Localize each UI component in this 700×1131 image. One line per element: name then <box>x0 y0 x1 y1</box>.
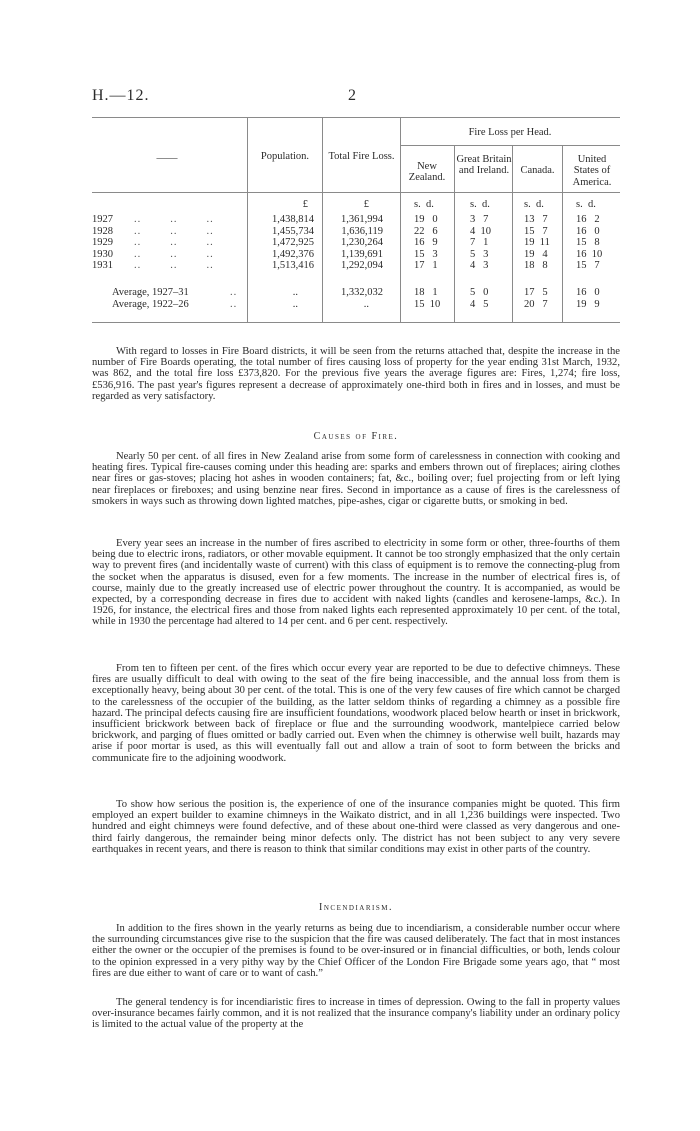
us-cell: 16 0 <box>576 287 600 298</box>
great-britain-header: Great Britain and Ireland. <box>456 154 512 177</box>
fire-loss-per-head-header: Fire Loss per Head. <box>468 127 552 138</box>
nz-cell: 18 1 <box>414 287 438 298</box>
loss-cell: 1,139,691 <box>341 248 383 260</box>
gb-cell: 5 0 <box>470 287 489 298</box>
gb-cell: 7 1 <box>470 237 489 248</box>
col-divider <box>454 145 455 322</box>
total-fire-loss-header: Total Fire Loss. <box>328 151 395 162</box>
nz-cell: 16 9 <box>414 237 438 248</box>
year-cell: 1927 <box>92 214 113 225</box>
gb-cell: 3 7 <box>470 214 489 225</box>
gb-unit: s. d. <box>470 199 490 210</box>
loss-cell: 1,636,119 <box>341 225 383 237</box>
leader-dots: .. .. .. <box>134 214 214 225</box>
us-cell: 15 7 <box>576 260 600 271</box>
year-cell: 1928 <box>92 225 113 237</box>
leader-dots: .. .. .. <box>134 237 214 248</box>
canada-cell: 18 8 <box>524 260 548 271</box>
population-unit: £ <box>302 199 308 210</box>
loss-cell: 1,361,994 <box>341 214 383 225</box>
electricity-paragraph: Every year sees an increase in the number of fires ascribed to electricity in some form or other, three-fourths of them being due to electric irons, radiators, or other movable equipment. It cannot be too strongly emphasized that the only certain way to prevent fires (and incidentally waste of current) with this class of equipment is to remove the connecting-plug from the socket when the apparatus is disused, even for a few moments. The increase in the number of electrical fires is, of course, mainly due to the greatly increased use of electric power throughout the country. It is accompanied, as would be expected, by a corresponding decrease in fires due to accident with naked lights (candles and kerosene-lamps, &c.). In 1926, for instance, the electrical fires and those from naked lights each represented approximately 10 per cent. of the total, while in 1930 the percentage had altered to 14 per cent. and 6 per cent. respectively. <box>92 538 620 628</box>
group-header-rule <box>400 145 620 146</box>
leader-dots: .. <box>230 299 238 310</box>
page-number: 2 <box>348 87 356 104</box>
average-label: Average, 1922–26 <box>112 299 189 310</box>
leader-dots: .. .. .. <box>134 260 214 271</box>
us-cell: 16 0 <box>576 225 600 237</box>
canada-header: Canada. <box>520 165 555 176</box>
population-cell: 1,513,416 <box>272 260 314 271</box>
canada-cell: 20 7 <box>524 299 548 310</box>
year-cell: 1929 <box>92 237 113 248</box>
nz-unit: s. d. <box>414 199 434 210</box>
nz-cell: 15 3 <box>414 248 438 260</box>
incendiarism-paragraph: In addition to the fires shown in the yearly returns as being due to incendiarism, a considerable number occur where the surrounding circumstances give rise to the suspicion that the fire was caused deliberately. The fact that in most instances either the owner or the occupier of the premises is found to be over-insured or in financial difficulties, or both, lends colour to the opinion expressed in a very pithy way by the Chief Officer of the London Fire Brigade some years ago, that “ most fires are due either to want of care or to want of cash.” <box>92 923 620 979</box>
us-cell: 15 8 <box>576 237 600 248</box>
table-bottom-rule <box>92 322 620 323</box>
table-header-rule <box>92 192 620 193</box>
us-unit: s. d. <box>576 199 596 210</box>
loss-cell: 1,230,264 <box>341 237 383 248</box>
gb-cell: 4 10 <box>470 225 491 237</box>
us-cell: 19 9 <box>576 299 600 310</box>
nz-cell: 22 6 <box>414 225 438 237</box>
leader-dots: .. <box>230 287 238 298</box>
us-cell: 16 2 <box>576 214 600 225</box>
year-cell: 1930 <box>92 248 113 260</box>
population-cell: .. <box>292 299 298 310</box>
canada-cell: 13 7 <box>524 214 548 225</box>
chimneys-paragraph: From ten to fifteen per cent. of the fires which occur every year are reported to be due to defective chimneys. These fires are usually difficult to deal with owing to the seat of the fire being inaccessible, and the annual loss from them is exceptionally heavy, being about 30 per cent. of the total. This is one of the very few causes of fire which cannot be charged to the carelessness of the occupier of the building, as the latter seldom thinks of regarding a chimney as a possible fire hazard. The principal defects causing fire are insufficient foundations, woodwork placed below hearth or inset in brickwork, insufficient brickwork between back of fireplace or flue and the surrounding woodwork, mantelpiece carried below brickwork, and parging of flues omitted or badly carried out. Even when the chimney is otherwise well built, hazards may arise if poor mortar is used, as this will eventually fall out and allow a train of soot to form between the bricks and communicate fire to the adjoining woodwork. <box>92 663 620 764</box>
loss-cell: 1,332,032 <box>341 287 383 298</box>
loss-cell: .. <box>363 299 369 310</box>
document-reference: H.—12. <box>92 87 150 104</box>
population-cell: 1,472,925 <box>272 237 314 248</box>
incendiarism-heading: Incendiarism. <box>319 902 393 913</box>
leader-dots: .. .. .. <box>134 225 214 237</box>
nz-cell: 19 0 <box>414 214 438 225</box>
population-cell: 1,438,814 <box>272 214 314 225</box>
loss-unit: £ <box>363 199 369 210</box>
gb-cell: 5 3 <box>470 248 489 260</box>
canada-unit: s. d. <box>524 199 544 210</box>
gb-cell: 4 5 <box>470 299 489 310</box>
new-zealand-header: New Zealand. <box>408 161 446 184</box>
canada-cell: 17 5 <box>524 287 548 298</box>
population-cell: 1,492,376 <box>272 248 314 260</box>
nz-cell: 15 10 <box>414 299 441 310</box>
fire-board-paragraph: With regard to losses in Fire Board districts, it will be seen from the returns attached that, despite the increase in the number of Fire Boards operating, the total number of fires causing loss of property for the year ending 31st March, 1932, was 862, and the total fire loss £373,820. For the previous five years the average figures are: Fires, 1,274; fire loss, £536,916. The past year's figures represent a decrease of approximately one-third both in fires and in losses, and must be regarded as very satisfactory. <box>92 346 620 402</box>
table-top-rule <box>92 117 620 118</box>
united-states-header: United States of America. <box>572 154 612 188</box>
loss-cell: 1,292,094 <box>341 260 383 271</box>
canada-cell: 19 4 <box>524 248 548 260</box>
col-divider <box>400 117 401 322</box>
population-header: Population. <box>260 151 310 162</box>
carelessness-paragraph: Nearly 50 per cent. of all fires in New Zealand arise from some form of carelessness in connection with cooking and heating fires. Typical fire-causes coming under this heading are: sparks and embers thrown out of fireplaces; airing clothes near fires or gas-stoves; placing hot ashes in wooden containers; fat, &c., boiling over; fuel projecting from or left lying near fireplaces or fireboxes; and using benzine near fires. Second in importance as a cause of fires is the carelessness of smokers in ways such as throwing down lighted matches, pipe-ashes, cigar or cigarette butts, or smoking in bed. <box>92 451 620 507</box>
gb-cell: 4 3 <box>470 260 489 271</box>
leader-dots: .. .. .. <box>134 248 214 260</box>
year-cell: 1931 <box>92 260 113 271</box>
nz-cell: 17 1 <box>414 260 438 271</box>
col-divider <box>562 145 563 322</box>
average-label: Average, 1927–31 <box>112 287 189 298</box>
canada-cell: 19 11 <box>524 237 550 248</box>
us-cell: 16 10 <box>576 248 603 260</box>
depression-paragraph: The general tendency is for incendiaristic fires to increase in times of depression. Owing to the fall in property values over-insurance becames fairly common, and it is not realized that the insurance company's liability under an ordinary policy is limited to the actual value of the property at the <box>92 997 620 1031</box>
population-cell: .. <box>292 287 298 298</box>
insurance-survey-paragraph: To show how serious the position is, the experience of one of the insurance companies might be quoted. This firm employed an expert builder to examine chimneys in the Waikato district, and in all 1,236 buildings were inspected. Two hundred and eight chimneys were found defective, and of these about one-third were classed as very dangerous and one-third fairly dangerous, the remainder being minor defects only. The district has not been subject to any very severe earthquakes in recent years, and there is reason to think that similar conditions may exist in other parts of the country. <box>92 799 620 855</box>
causes-of-fire-heading: Causes of Fire. <box>313 431 399 442</box>
canada-cell: 15 7 <box>524 225 548 237</box>
stub-header: —— <box>156 153 178 164</box>
population-cell: 1,455,734 <box>272 225 314 237</box>
